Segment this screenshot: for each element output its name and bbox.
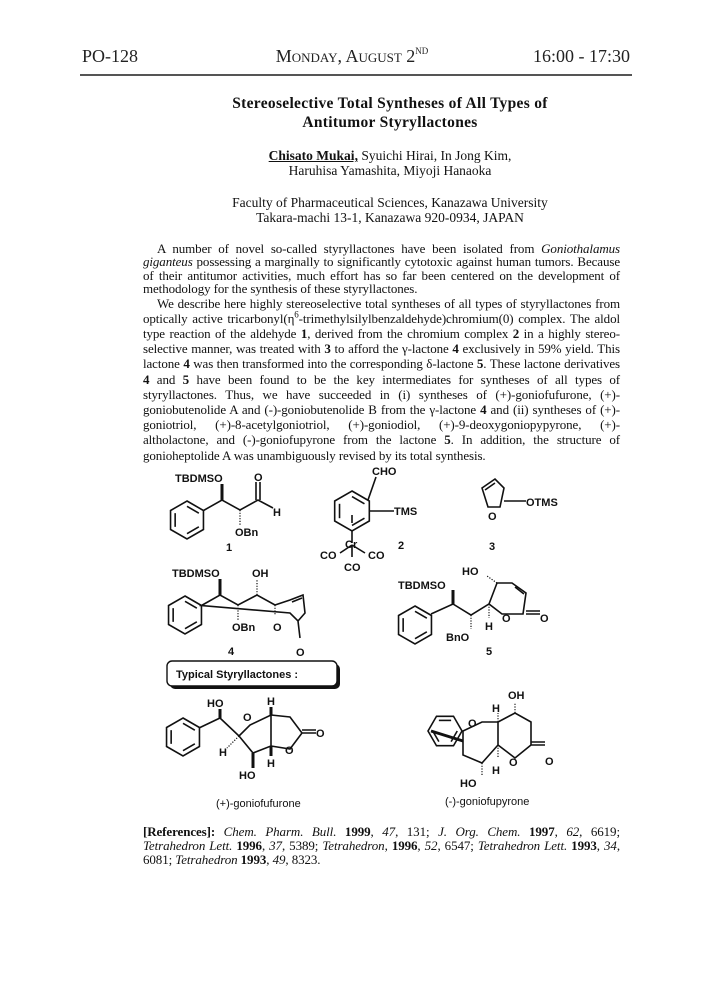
gf-h-top: H <box>267 695 275 708</box>
text-segment: was then transformed into the corresponding δ-lactone <box>189 356 477 372</box>
text-segment: J. Org. Chem. <box>438 823 521 839</box>
text-segment: . In addition, the structure of gonioheptolide A was unambiguously revised by its total synthesis. <box>143 432 620 463</box>
compound-3 <box>482 479 558 553</box>
gf-ho-top: HO <box>207 697 224 710</box>
c5-h: H <box>485 620 493 633</box>
text-segment: 34 <box>604 837 617 853</box>
co-authors-1: Syuichi Hirai, In Jong Kim, <box>357 148 512 163</box>
gf-o-carbonyl: O <box>316 727 325 740</box>
c4-oh: OH <box>252 567 269 580</box>
hexagons <box>167 491 462 756</box>
c2-tms: TMS <box>394 505 418 518</box>
text-segment: 4 <box>480 402 487 418</box>
text-segment: Chem. Pharm. Bull. <box>223 823 337 839</box>
gp-o-carbonyl: O <box>545 755 554 768</box>
goniofupyrone-name: (-)-goniofupyrone <box>445 795 530 808</box>
main-content <box>140 242 620 867</box>
c2-co-left: CO <box>320 549 337 562</box>
session-time: 16:00 - 17:30 <box>533 46 630 66</box>
paper-title <box>100 94 680 132</box>
gp-o1: O <box>468 717 477 730</box>
affiliation-line-1: Faculty of Pharmaceutical Sciences, Kanazawa University <box>232 195 548 210</box>
text-segment: Goniothalamus giganteus <box>143 241 620 270</box>
c4-tbdmso: TBDMSO <box>172 567 220 580</box>
c5-o-ring: O <box>502 612 511 625</box>
text-segment: , 6081; <box>143 837 620 867</box>
c2-number: 2 <box>398 539 405 552</box>
text-segment <box>336 824 345 839</box>
gp-h-top: H <box>492 702 500 715</box>
text-segment: 5 <box>444 432 451 448</box>
text-segment: , 6619; <box>579 823 620 839</box>
text-segment: , <box>266 851 273 867</box>
text-segment: 1993 <box>240 851 267 867</box>
text-segment: , <box>261 837 270 853</box>
text-segment: , 131; <box>395 823 439 839</box>
text-segment: , <box>417 837 425 853</box>
text-segment: 37 <box>269 837 282 853</box>
text-segment: 3 <box>324 341 331 357</box>
text-segment: Tetrahedron <box>175 851 238 867</box>
text-segment: . These lactone derivatives <box>483 356 621 372</box>
affiliation-line-2: Takara-machi 13-1, Kanazawa 920-0934, JAPAN <box>256 210 524 225</box>
text-segment: Tetrahedron Lett. <box>477 837 568 853</box>
c1-o: O <box>254 471 263 484</box>
text-segment: 47 <box>382 823 396 839</box>
text-segment <box>215 824 224 839</box>
paragraph-1 <box>143 242 620 296</box>
text-segment: A number of novel so-called styryllactones have been isolated from <box>157 241 542 256</box>
text-segment: Tetrahedron Lett. <box>143 837 233 853</box>
compound-4 <box>172 568 305 659</box>
c3-o: O <box>488 510 497 523</box>
gf-h-left: H <box>219 746 227 759</box>
text-segment: 62 <box>566 823 580 839</box>
c2-co-bottom: CO <box>344 561 361 574</box>
goniofufurone-name: (+)-goniofufurone <box>216 797 301 810</box>
c2-cho: CHO <box>372 465 397 478</box>
text-segment: 1996 <box>391 837 418 853</box>
text-segment: , 6547; <box>437 837 478 853</box>
text-segment: 6 <box>294 309 299 320</box>
typical-styryllactones-box <box>167 661 340 689</box>
goniofufurone-structure <box>199 696 325 810</box>
c3-number: 3 <box>489 540 496 553</box>
text-segment: 2 <box>512 326 520 342</box>
text-segment: possessing a marginally to significantly cytotoxic against human tumors. Because of their antitumor activities, much effort has so far been centered on the development of methodology for the synthesis of these styryllactones. <box>143 254 620 297</box>
text-segment: in a highly stereo-selective manner, was treated with <box>143 326 620 357</box>
text-segment: , 5389; <box>281 837 323 853</box>
gp-h-bottom: H <box>492 764 500 777</box>
c5-number: 5 <box>486 645 493 658</box>
text-segment: 1999 <box>344 823 371 839</box>
presenting-author: Chisato Mukai, <box>268 148 358 163</box>
co-authors-2: Haruhisa Yamashita, Miyoji Hanaoka <box>288 163 492 178</box>
text-segment: 5 <box>182 371 190 387</box>
text-segment: 4 <box>183 356 190 372</box>
c1-tbdmso: TBDMSO <box>175 472 223 485</box>
c5-ho: HO <box>462 565 479 578</box>
c2-cr: Cr <box>345 538 358 551</box>
chemical-scheme <box>140 463 600 823</box>
title-line-1: Stereoselective Total Syntheses of All Types of <box>232 95 548 112</box>
affiliation <box>100 195 680 225</box>
header-rule <box>80 74 632 76</box>
text-segment: 1997 <box>529 823 555 839</box>
text-segment: Tetrahedron <box>322 837 385 853</box>
goniofupyrone-structure <box>431 690 554 808</box>
date-suffix: ND <box>415 46 429 56</box>
text-segment: 4 <box>452 341 459 357</box>
c4-o-ring: O <box>273 621 282 634</box>
text-segment: 1993 <box>571 837 597 853</box>
c3-otms: OTMS <box>526 496 558 509</box>
text-segment: 1996 <box>236 837 262 853</box>
text-segment: , <box>596 837 604 853</box>
c1-number: 1 <box>226 541 233 554</box>
abstract-body <box>143 242 620 463</box>
box-label: Typical Styryllactones : <box>176 668 299 681</box>
text-segment: to afford the γ-lactone <box>330 341 453 357</box>
c5-tbdmso: TBDMSO <box>398 579 446 592</box>
text-segment: -trimethylsilylbenzaldehyde)chromium(0) complex. The aldol type reaction of the aldehyde <box>143 310 620 342</box>
text-segment: have been found to be the key intermediates for syntheses of all types of styryllactones. Thus, we have succeeded in (i) syntheses of (+)-goniofufurone, (+)-goniobutenolide A and (-)-goniobutenolide B from the γ-lactone <box>143 371 620 418</box>
c1-h: H <box>273 506 281 519</box>
c2-co-right: CO <box>368 549 385 562</box>
gf-o1: O <box>243 711 252 724</box>
text-segment: , 8323. <box>285 851 321 867</box>
c5-o-carbonyl: O <box>540 612 549 625</box>
c5-bno: BnO <box>446 631 470 644</box>
text-segment: [References]: <box>143 823 216 839</box>
gf-o2: O <box>285 744 294 757</box>
text-segment: 1 <box>300 326 308 342</box>
gp-oh: OH <box>508 689 525 702</box>
compound-5 <box>398 566 549 658</box>
paragraph-2 <box>143 296 620 463</box>
text-segment: , <box>384 837 392 853</box>
compound-1 <box>175 472 281 554</box>
text-segment: , <box>554 823 567 839</box>
poster-code: PO-128 <box>82 46 139 66</box>
text-segment: We describe here highly stereoselective total syntheses of all types of styryllactones from optically active tricarbonyl(η <box>143 295 620 326</box>
authors <box>100 148 680 178</box>
text-segment: 49 <box>272 851 286 867</box>
text-segment: 5 <box>476 356 484 372</box>
c4-number: 4 <box>228 645 235 658</box>
gf-ho-bottom: HO <box>239 769 256 782</box>
gp-ho: HO <box>460 777 477 790</box>
gp-o2: O <box>509 756 518 769</box>
references <box>143 825 620 867</box>
c4-o-carbonyl: O <box>296 646 305 659</box>
text-segment: and (ii) syntheses of (+)-goniotriol, (+)-8-acetylgoniotriol, (+)-goniodiol, (+)-9-deoxygoniopypyrone, (+)-altholactone, and (-)-goniofupyrone from the lactone <box>143 402 620 448</box>
session-date: Monday, August 2 <box>275 46 416 66</box>
text-segment: and <box>149 371 183 387</box>
text-segment: , derived from the chromium complex <box>307 326 513 342</box>
c4-obn: OBn <box>232 621 256 634</box>
text-segment <box>520 824 529 839</box>
gf-h-bottom: H <box>267 757 275 770</box>
text-segment: , <box>370 823 383 839</box>
text-segment: 4 <box>143 371 150 387</box>
text-segment: 52 <box>424 837 438 853</box>
title-line-2: Antitumor Styryllactones <box>302 114 478 131</box>
text-segment: exclusively in 59% yield. This lactone <box>143 341 620 372</box>
c1-obn: OBn <box>235 526 259 539</box>
